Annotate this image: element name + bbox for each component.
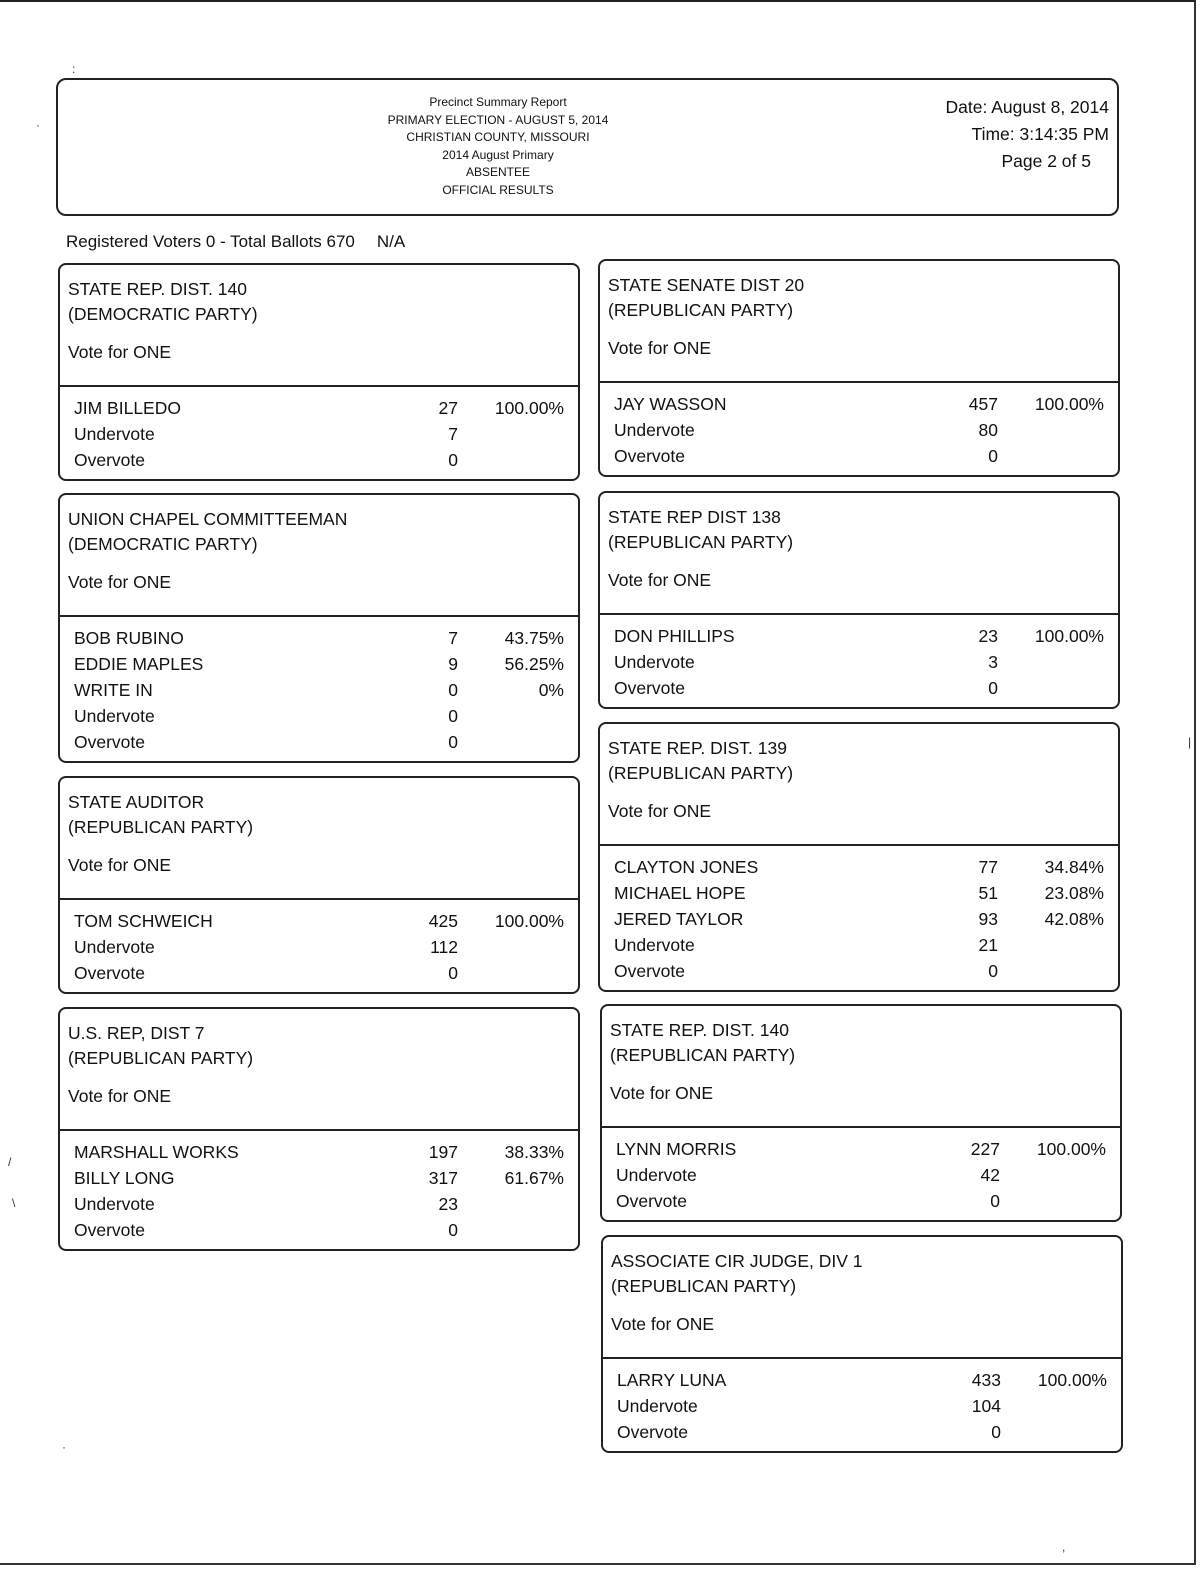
candidate-name: Overvote <box>617 1422 688 1442</box>
race-vote-for: Vote for ONE <box>608 570 712 590</box>
candidate-row <box>60 1217 578 1243</box>
race-box <box>58 1007 580 1251</box>
candidate-name: Overvote <box>74 963 145 983</box>
vote-percent: 100.00% <box>494 398 564 418</box>
vote-count: 457 <box>968 394 998 414</box>
race-results-list <box>602 1128 1120 1220</box>
report-header <box>56 78 1119 216</box>
candidate-name: BILLY LONG <box>74 1168 175 1188</box>
race-vote-for: Vote for ONE <box>611 1314 715 1334</box>
candidate-name: Undervote <box>74 424 155 444</box>
candidate-name: LYNN MORRIS <box>616 1139 737 1159</box>
candidate-row <box>60 908 578 934</box>
candidate-row <box>60 934 578 960</box>
vote-count: 7 <box>448 424 458 444</box>
vote-count: 0 <box>991 1422 1001 1442</box>
candidate-row <box>600 932 1118 958</box>
vote-count: 227 <box>970 1139 1000 1159</box>
race-box <box>58 776 580 994</box>
race-party: (REPUBLICAN PARTY) <box>608 763 794 783</box>
vote-percent: 38.33% <box>504 1142 564 1162</box>
candidate-name: Undervote <box>614 935 695 955</box>
scan-speck: · <box>62 1440 66 1454</box>
race-party: (REPUBLICAN PARTY) <box>68 1048 254 1068</box>
candidate-row <box>603 1367 1121 1393</box>
race-party: (REPUBLICAN PARTY) <box>608 532 794 552</box>
report-title: Precinct Summary Report <box>429 95 567 109</box>
vote-count: 0 <box>988 961 998 981</box>
candidate-name: MARSHALL WORKS <box>74 1142 239 1162</box>
candidate-name: WRITE IN <box>74 680 153 700</box>
scan-speck: | <box>1188 735 1192 749</box>
registration-summary <box>66 232 405 252</box>
candidate-name: Overvote <box>74 1220 145 1240</box>
vote-count: 317 <box>428 1168 458 1188</box>
candidate-row <box>600 443 1118 469</box>
candidate-name: Overvote <box>614 678 685 698</box>
scan-speck: / <box>8 1155 12 1169</box>
vote-percent: 100.00% <box>1034 394 1104 414</box>
candidate-name: Undervote <box>614 420 695 440</box>
race-header <box>600 261 1118 383</box>
race-results-list <box>600 615 1118 707</box>
race-office: STATE SENATE DIST 20 <box>608 275 805 295</box>
vote-percent: 56.25% <box>504 654 564 674</box>
candidate-name: CLAYTON JONES <box>614 857 759 877</box>
vote-count: 21 <box>978 935 998 955</box>
race-vote-for: Vote for ONE <box>68 855 172 875</box>
race-box <box>600 1004 1122 1222</box>
race-vote-for: Vote for ONE <box>608 338 712 358</box>
candidate-row <box>60 447 578 473</box>
report-meta <box>909 94 1109 175</box>
ballot-type: ABSENTEE <box>465 165 531 179</box>
vote-count: 51 <box>978 883 998 903</box>
report-time: Time: 3:14:35 PM <box>971 124 1109 144</box>
candidate-name: MICHAEL HOPE <box>614 883 746 903</box>
candidate-row <box>60 1139 578 1165</box>
race-vote-for: Vote for ONE <box>68 572 172 592</box>
race-results-list <box>600 846 1118 990</box>
race-party: (REPUBLICAN PARTY) <box>610 1045 796 1065</box>
vote-count: 0 <box>988 446 998 466</box>
page-number: Page 2 of 5 <box>1001 151 1091 171</box>
candidate-row <box>602 1136 1120 1162</box>
vote-count: 425 <box>428 911 458 931</box>
candidate-row <box>60 421 578 447</box>
candidate-name: Overvote <box>616 1191 687 1211</box>
race-party: (REPUBLICAN PARTY) <box>608 300 794 320</box>
vote-count: 23 <box>978 626 998 646</box>
vote-count: 80 <box>978 420 998 440</box>
vote-percent: 23.08% <box>1044 883 1104 903</box>
race-vote-for: Vote for ONE <box>608 801 712 821</box>
vote-count: 9 <box>448 654 458 674</box>
race-header <box>60 778 578 900</box>
vote-percent: 100.00% <box>1036 1139 1106 1159</box>
race-header <box>603 1237 1121 1359</box>
vote-percent: 42.08% <box>1044 909 1104 929</box>
candidate-row <box>600 675 1118 701</box>
vote-percent: 100.00% <box>494 911 564 931</box>
scan-speck: \ <box>12 1196 16 1210</box>
race-header <box>602 1006 1120 1128</box>
vote-count: 0 <box>448 680 458 700</box>
candidate-row <box>60 960 578 986</box>
race-party: (REPUBLICAN PARTY) <box>68 817 254 837</box>
candidate-row <box>600 906 1118 932</box>
race-office: STATE AUDITOR <box>68 792 205 812</box>
race-header <box>600 724 1118 846</box>
candidate-row <box>600 417 1118 443</box>
race-box <box>601 1235 1123 1453</box>
race-box <box>58 263 580 481</box>
vote-count: 3 <box>988 652 998 672</box>
race-party: (DEMOCRATIC PARTY) <box>68 304 258 324</box>
race-header <box>60 265 578 387</box>
race-office: ASSOCIATE CIR JUDGE, DIV 1 <box>611 1251 863 1271</box>
candidate-name: Undervote <box>614 652 695 672</box>
candidate-row <box>603 1393 1121 1419</box>
race-results-list <box>60 1131 578 1249</box>
vote-percent: 61.67% <box>504 1168 564 1188</box>
race-results-list <box>600 383 1118 475</box>
vote-count: 0 <box>990 1191 1000 1211</box>
vote-count: 0 <box>448 732 458 752</box>
race-header <box>60 1009 578 1131</box>
candidate-row <box>600 623 1118 649</box>
race-office: UNION CHAPEL COMMITTEEMAN <box>68 509 348 529</box>
vote-count: 0 <box>448 963 458 983</box>
race-box <box>598 259 1120 477</box>
candidate-name: Overvote <box>614 446 685 466</box>
vote-count: 112 <box>430 937 458 957</box>
candidate-name: Undervote <box>617 1396 698 1416</box>
vote-count: 77 <box>978 857 998 877</box>
candidate-row <box>600 649 1118 675</box>
candidate-name: Undervote <box>616 1165 697 1185</box>
vote-count: 23 <box>438 1194 458 1214</box>
race-party: (DEMOCRATIC PARTY) <box>68 534 258 554</box>
race-vote-for: Vote for ONE <box>68 1086 172 1106</box>
report-date: Date: August 8, 2014 <box>945 97 1109 117</box>
vote-count: 0 <box>448 1220 458 1240</box>
vote-percent: 34.84% <box>1044 857 1104 877</box>
candidate-row <box>60 703 578 729</box>
vote-percent: 100.00% <box>1037 1370 1107 1390</box>
candidate-name: BOB RUBINO <box>74 628 184 648</box>
candidate-row <box>600 958 1118 984</box>
candidate-row <box>60 677 578 703</box>
candidate-name: Undervote <box>74 937 155 957</box>
county-name: CHRISTIAN COUNTY, MISSOURI <box>406 130 590 144</box>
candidate-name: Overvote <box>74 450 145 470</box>
candidate-name: JIM BILLEDO <box>74 398 181 418</box>
candidate-name: JERED TAYLOR <box>614 909 744 929</box>
race-office: STATE REP. DIST. 139 <box>608 738 787 758</box>
candidate-row <box>60 1165 578 1191</box>
vote-count: 7 <box>448 628 458 648</box>
vote-count: 27 <box>438 398 458 418</box>
vote-count: 0 <box>448 450 458 470</box>
race-results-list <box>60 387 578 479</box>
registered-voters-total-ballots: Registered Voters 0 - Total Ballots 670 <box>66 232 355 251</box>
race-results-list <box>60 617 578 761</box>
candidate-row <box>60 1191 578 1217</box>
candidate-name: EDDIE MAPLES <box>74 654 204 674</box>
race-vote-for: Vote for ONE <box>68 342 172 362</box>
candidate-name: LARRY LUNA <box>617 1370 727 1390</box>
race-box <box>598 722 1120 992</box>
race-office: U.S. REP, DIST 7 <box>68 1023 205 1043</box>
candidate-row <box>602 1188 1120 1214</box>
vote-count: 93 <box>978 909 998 929</box>
race-office: STATE REP. DIST. 140 <box>610 1020 789 1040</box>
race-box <box>598 491 1120 709</box>
candidate-row <box>60 729 578 755</box>
report-title-block <box>358 94 638 199</box>
candidate-name: DON PHILLIPS <box>614 626 735 646</box>
candidate-row <box>600 391 1118 417</box>
race-office: STATE REP. DIST. 140 <box>68 279 247 299</box>
candidate-row <box>600 880 1118 906</box>
candidate-row <box>602 1162 1120 1188</box>
vote-count: 0 <box>988 678 998 698</box>
race-box <box>58 493 580 763</box>
candidate-row <box>600 854 1118 880</box>
vote-count: 0 <box>448 706 458 726</box>
candidate-row <box>60 395 578 421</box>
election-name: PRIMARY ELECTION - AUGUST 5, 2014 <box>387 112 609 127</box>
race-header <box>60 495 578 617</box>
candidate-name: Undervote <box>74 1194 155 1214</box>
results-status: OFFICIAL RESULTS <box>442 182 554 197</box>
turnout-value: N/A <box>376 232 406 251</box>
scan-speck: , <box>1062 1540 1066 1554</box>
vote-count: 197 <box>428 1142 458 1162</box>
candidate-row <box>60 651 578 677</box>
scan-speck: · <box>36 118 40 132</box>
candidate-row <box>60 625 578 651</box>
race-office: STATE REP DIST 138 <box>608 507 781 527</box>
vote-count: 104 <box>971 1396 1001 1416</box>
candidate-name: Undervote <box>74 706 155 726</box>
scan-speck: : <box>72 62 76 76</box>
primary-name: 2014 August Primary <box>442 147 554 162</box>
candidate-name: TOM SCHWEICH <box>74 911 213 931</box>
vote-count: 433 <box>971 1370 1001 1390</box>
candidate-name: Overvote <box>74 732 145 752</box>
vote-percent: 100.00% <box>1034 626 1104 646</box>
race-party: (REPUBLICAN PARTY) <box>611 1276 797 1296</box>
race-vote-for: Vote for ONE <box>610 1083 714 1103</box>
vote-count: 42 <box>980 1165 1000 1185</box>
race-header <box>600 493 1118 615</box>
vote-percent: 0% <box>538 680 564 700</box>
race-results-list <box>60 900 578 992</box>
candidate-row <box>603 1419 1121 1445</box>
race-results-list <box>603 1359 1121 1451</box>
vote-percent: 43.75% <box>504 628 564 648</box>
candidate-name: Overvote <box>614 961 685 981</box>
candidate-name: JAY WASSON <box>614 394 727 414</box>
